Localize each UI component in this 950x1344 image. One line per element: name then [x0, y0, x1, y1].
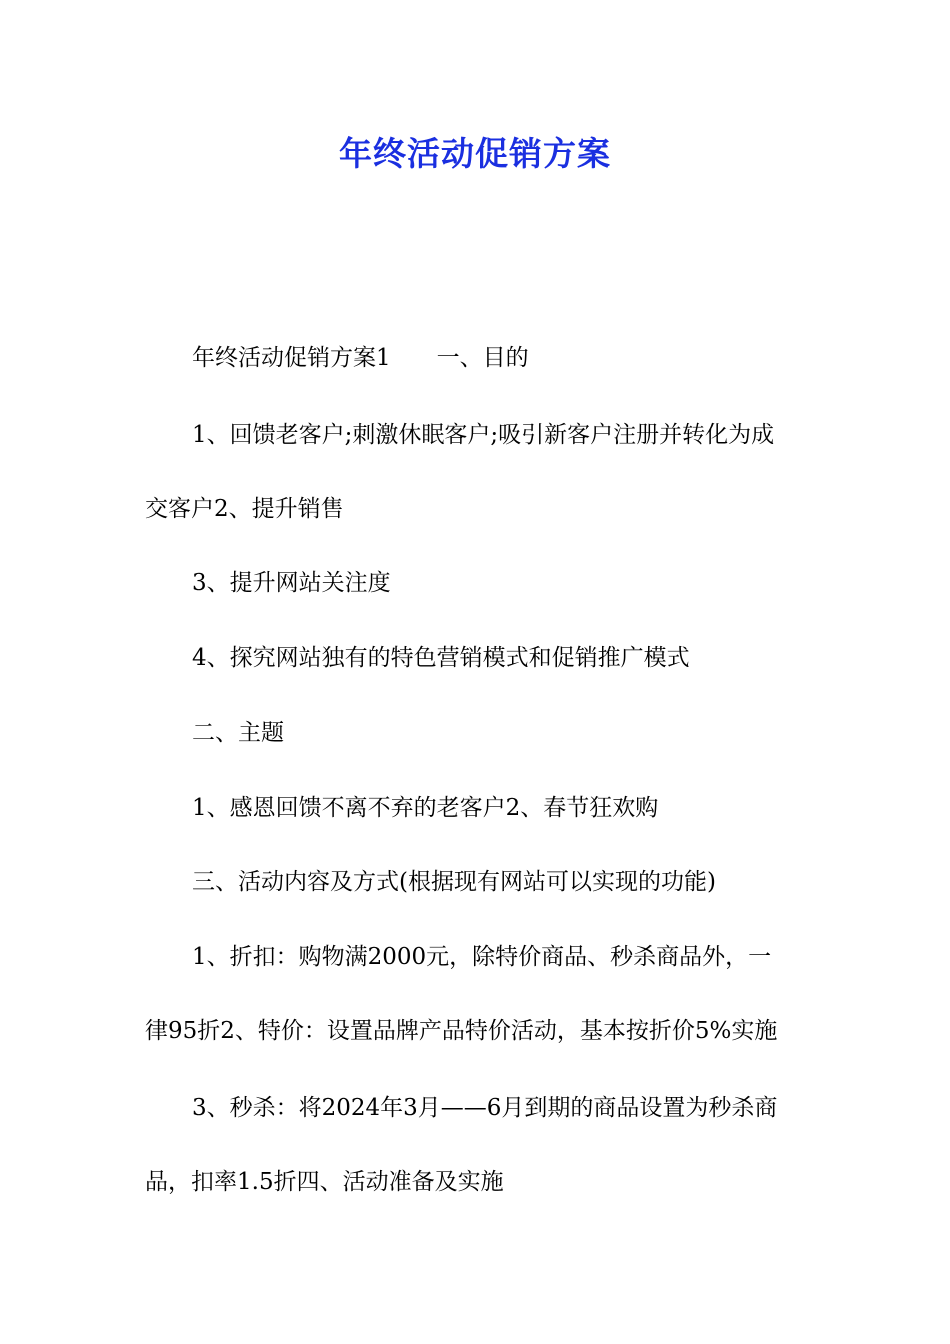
paragraph-line: 年终活动促销方案1 一、目的	[192, 345, 529, 371]
paragraph-line: 交客户2、提升销售	[145, 496, 344, 522]
paragraph-line: 1、折扣：购物满2000元，除特价商品、秒杀商品外，一	[192, 944, 772, 970]
paragraph-line: 4、探究网站独有的特色营销模式和促销推广模式	[192, 645, 690, 671]
section-heading: 二、主题	[192, 720, 284, 746]
paragraph-line: 1、感恩回馈不离不弃的老客户2、春节狂欢购	[192, 795, 659, 821]
paragraph-line: 律95折2、特价：设置品牌产品特价活动，基本按折价5%实施	[145, 1018, 778, 1044]
paragraph-line: 3、提升网站关注度	[192, 570, 391, 596]
paragraph-line: 3、秒杀：将2024年3月——6月到期的商品设置为秒杀商	[192, 1095, 778, 1121]
paragraph-line: 品，扣率1.5折四、活动准备及实施	[145, 1169, 504, 1195]
paragraph-line: 1、回馈老客户;刺激休眠客户;吸引新客户注册并转化为成	[192, 422, 775, 448]
section-heading: 三、活动内容及方式(根据现有网站可以实现的功能)	[192, 869, 716, 895]
document-title: 年终活动促销方案	[339, 134, 611, 173]
